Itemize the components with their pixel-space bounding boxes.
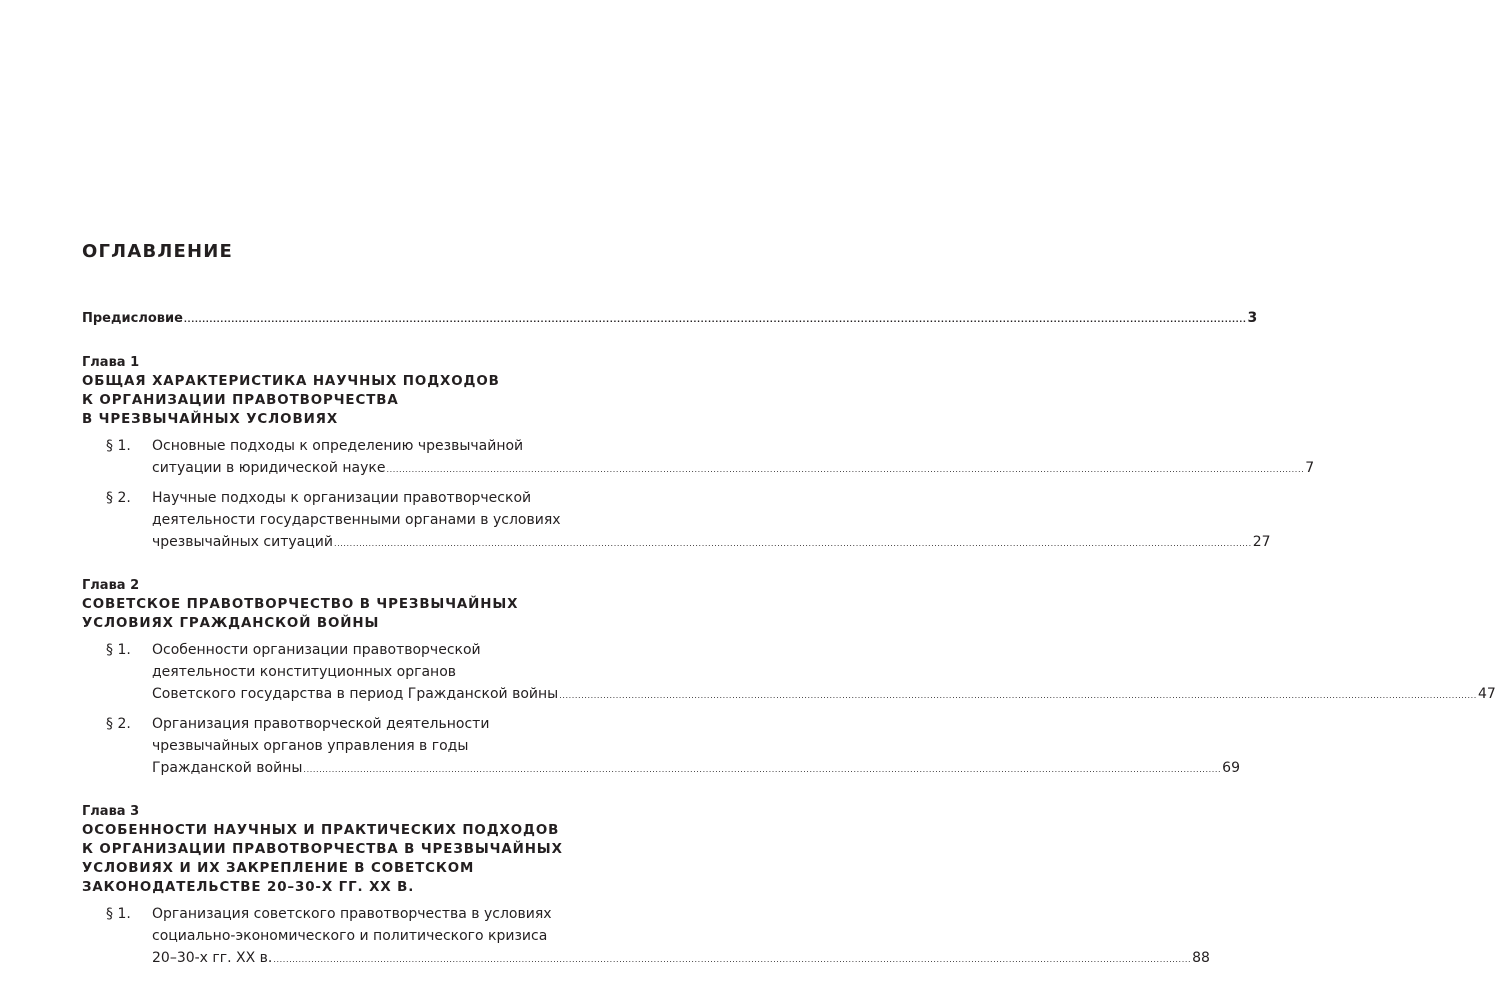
section-line: 20–30-х гг. XX в. (152, 950, 273, 966)
dot-leader (303, 759, 1221, 781)
section-line: Гражданской войны (152, 760, 303, 776)
chapter-title-line: СОВЕТСКОЕ ПРАВОТВОРЧЕСТВО В ЧРЕЗВЫЧАЙНЫХ (82, 597, 519, 612)
chapter-title-line: К ОРГАНИЗАЦИИ ПРАВОТВОРЧЕСТВА В ЧРЕЗВЫЧАЙНЫХ (82, 842, 563, 857)
chapter-title[interactable] (82, 595, 597, 633)
page-number: 3 (1247, 310, 1258, 326)
section-line: Организация советского правотворчества в условиях (152, 906, 552, 922)
page-number: 47 (1477, 686, 1496, 702)
chapter-title-line: ЗАКОНОДАТЕЛЬСТВЕ 20–30-Х ГГ. XX В. (82, 880, 415, 895)
section-line: ситуации в юридической науке (152, 460, 386, 476)
toc-title: ОГЛАВЛЕНИЕ (82, 241, 234, 262)
dot-leader (273, 949, 1191, 971)
section-line: чрезвычайных ситуаций (152, 534, 333, 550)
section-line: Организация правотворческой деятельности (152, 716, 490, 732)
chapter-title-line: УСЛОВИЯХ И ИХ ЗАКРЕПЛЕНИЕ В СОВЕТСКОМ (82, 861, 475, 876)
page-number: 88 (1192, 950, 1210, 966)
page-number: 27 (1252, 534, 1271, 550)
chapter-title-line: ОБЩАЯ ХАРАКТЕРИСТИКА НАУЧНЫХ ПОДХОДОВ (82, 374, 500, 389)
page-number: 69 (1222, 760, 1240, 776)
dot-leader (559, 685, 1477, 707)
table-of-contents (82, 240, 1496, 993)
chapter-title-line: УСЛОВИЯХ ГРАЖДАНСКОЙ ВОЙНЫ (82, 616, 380, 631)
section-line: Основные подходы к определению чрезвычайной (152, 438, 524, 454)
dot-leader (386, 459, 1304, 481)
section-line: Научные подходы к организации правотворческой (152, 490, 532, 506)
toc-section[interactable] (82, 713, 1240, 781)
section-number: § 2. (106, 716, 131, 732)
chapter-title[interactable] (82, 821, 597, 897)
toc-section[interactable] (82, 435, 1315, 481)
chapter-number: Глава 2 (82, 578, 140, 593)
toc-section[interactable] (82, 639, 1496, 707)
toc-section[interactable] (82, 903, 1210, 971)
toc-entry-preface[interactable] (82, 308, 1258, 330)
page-number: 7 (1305, 460, 1315, 476)
section-line: деятельности государственными органами в условиях (152, 512, 561, 528)
dot-leader (184, 309, 1247, 330)
chapter-number: Глава 1 (82, 355, 140, 370)
chapter-2 (82, 577, 1496, 781)
chapter-number: Глава 3 (82, 804, 140, 819)
section-number: § 1. (106, 906, 131, 922)
chapter-title-line: К ОРГАНИЗАЦИИ ПРАВОТВОРЧЕСТВА (82, 393, 399, 408)
chapter-title[interactable] (82, 372, 597, 429)
chapter-3 (82, 803, 1210, 971)
section-number: § 1. (106, 642, 131, 658)
section-line: деятельности конституционных органов (152, 664, 457, 680)
section-line: Особенности организации правотворческой (152, 642, 481, 658)
section-line: социально-экономического и политического кризиса (152, 928, 548, 944)
section-number: § 1. (106, 438, 131, 454)
chapter-title-line: В ЧРЕЗВЫЧАЙНЫХ УСЛОВИЯХ (82, 412, 339, 427)
section-line: Советского государства в период Гражданской войны (152, 686, 559, 702)
section-number: § 2. (106, 490, 131, 506)
section-line: чрезвычайных органов управления в годы (152, 738, 469, 754)
dot-leader (334, 533, 1252, 555)
toc-section[interactable] (82, 487, 1271, 555)
entry-label: Предисловие (82, 311, 183, 326)
chapter-title-line: ОСОБЕННОСТИ НАУЧНЫХ И ПРАКТИЧЕСКИХ ПОДХОДОВ (82, 823, 560, 838)
chapter-1 (82, 354, 1315, 555)
